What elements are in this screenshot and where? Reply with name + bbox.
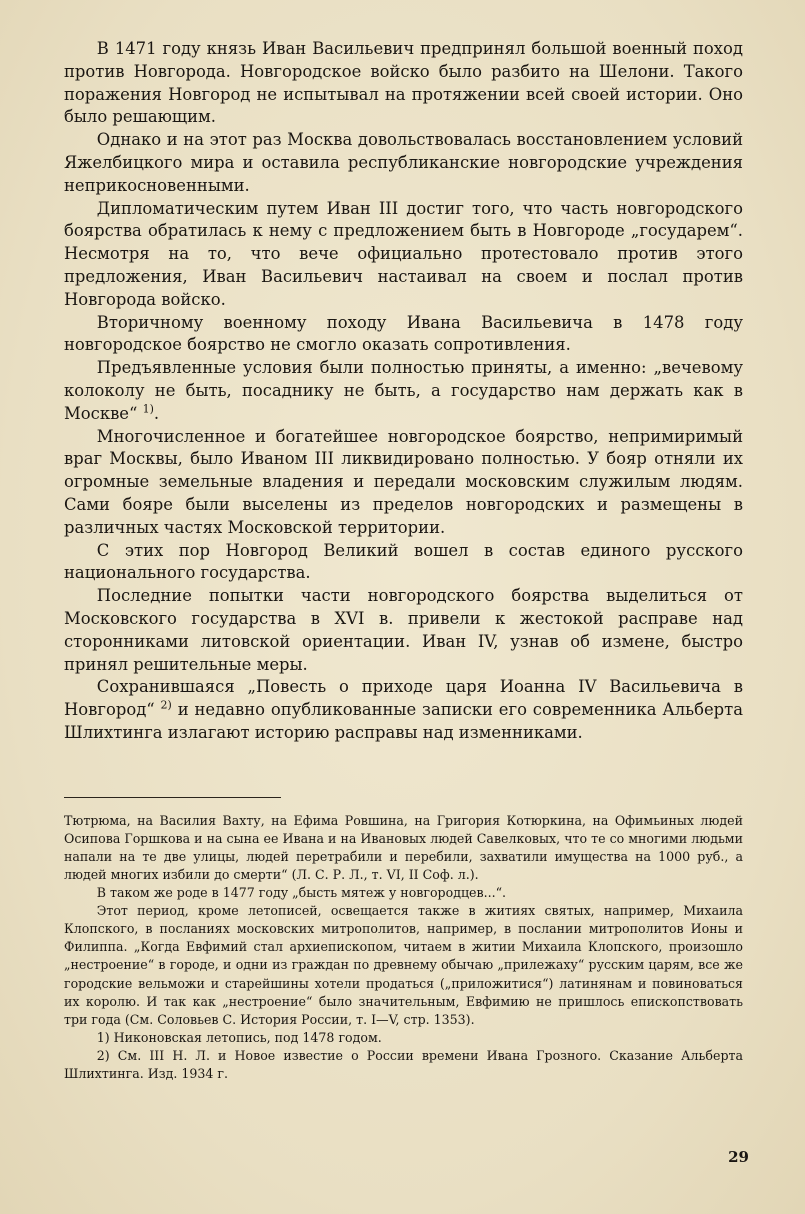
footnote-ref-2: 2) xyxy=(160,698,172,712)
paragraph-7: С этих пор Новгород Великий вошел в состав единого русского национального государства. xyxy=(64,540,743,583)
footnote-1477: В таком же роде в 1477 году „бысть мятеж у новгородцев...“. xyxy=(96,885,507,901)
paragraph-4: Вторичному военному походу Ивана Васильевича в 1478 году новгородское боярство не смогло оказать сопротивления. xyxy=(64,312,743,355)
paragraph-3: Дипломатическим путем Иван III достиг того, что часть новгородского боярства обратилась к нему с предложением быть в Новгороде „государем“. Несмотря на то, что вече официально протестовало против этого предложения, Иван Васильевич настаивал на своем и послал против Новгорода войско. xyxy=(64,198,743,309)
paragraph-5 xyxy=(64,357,743,425)
footnote-2: 2) См. III Н. Л. и Новое известие о России времени Ивана Грозного. Сказание Альберта Шлихтинга. Изд. 1934 г. xyxy=(64,1047,743,1082)
footnotes xyxy=(64,812,743,1083)
footnote-divider xyxy=(64,797,281,798)
footnote-1: 1) Никоновская летопись, под 1478 годом. xyxy=(96,1029,382,1045)
paragraph-5-text: Предъявленные условия были полностью приняты, а именно: „вечевому колоколу не быть, посаднику не быть, а государство нам держать как в Москве“ xyxy=(64,358,743,423)
paragraph-2: Однако и на этот раз Москва довольствовалась восстановлением условий Яжелбицкого мира и оставила республиканские новгородские учреждения неприкосновенными. xyxy=(64,130,743,195)
paragraph-1: В 1471 году князь Иван Васильевич предпринял большой военный поход против Новгорода. Новгородское войско было разбито на Шелони. Такого поражения Новгород не испытывал на протяжении всей своей истории. Оно было решающим. xyxy=(64,39,743,127)
paragraph-6: Многочисленное и богатейшее новгородское боярство, непримиримый враг Москвы, было Иваном III ликвидировано полностью. У бояр отняли их огромные земельные владения и передали московским служилым людям. Сами бояре были выселены из пределов новгородских и размещены в различных частях Московской территории. xyxy=(64,426,743,537)
paragraph-8: Последние попытки части новгородского боярства выделиться от Московского государства в XVI в. привели к жестокой расправе над сторонниками литовской ориентации. Иван IV, узнав об измене, быстро принял решительные меры. xyxy=(64,586,743,674)
paragraph-9-text: Сохранившаяся „Повесть о приходе царя Иоанна IV Васильевича в Новгород“ xyxy=(64,677,743,720)
footnote-ref-1-period: . xyxy=(153,403,160,423)
footnote-period: Этот период, кроме летописей, освещается также в житиях святых, например, Михаила Клопского, в посланиях московских митрополитов, например, в послании митрополитов Ионы и Филиппа. „Когда Евфимий стал архиепископом, читаем в житии Михаила Клопского, произошло „нестроение“ в городе, и одни из граждан по древнему обычаю „прилежаху“ русским царям, все же городские вельможи и старейшины хотели продаться („приложитися“) латинянам и повиноваться их королю. И так как „нестроение“ было значительным, Евфимию не пришлось епископствовать три года (См. Соловьев С. История России, т. I—V, стр. 1353). xyxy=(64,903,743,1027)
paragraph-9-continuation: и недавно опубликованные записки его современника Альберта Шлихтинга излагают историю расправы над изменниками. xyxy=(64,700,743,742)
footnote-ref-1: 1) xyxy=(142,402,154,416)
main-text xyxy=(64,38,743,745)
footnote-continuation: Тютрюма, на Василия Вахту, на Ефима Ровшина, на Григория Котюркина, на Офимьиных людей Осипова Горшкова и на сына ее Ивана и на Ивановых людей Савелковых, что те со многими людьми напали на те две улицы, людей перетрабили и перебили, захватили имущества на 1000 руб., а людей многих избили до смерти“ (Л. С. Р. Л., т. VI, II Соф. л.). xyxy=(64,812,743,882)
page-number: 29 xyxy=(728,1148,749,1166)
paragraph-9 xyxy=(64,676,743,744)
